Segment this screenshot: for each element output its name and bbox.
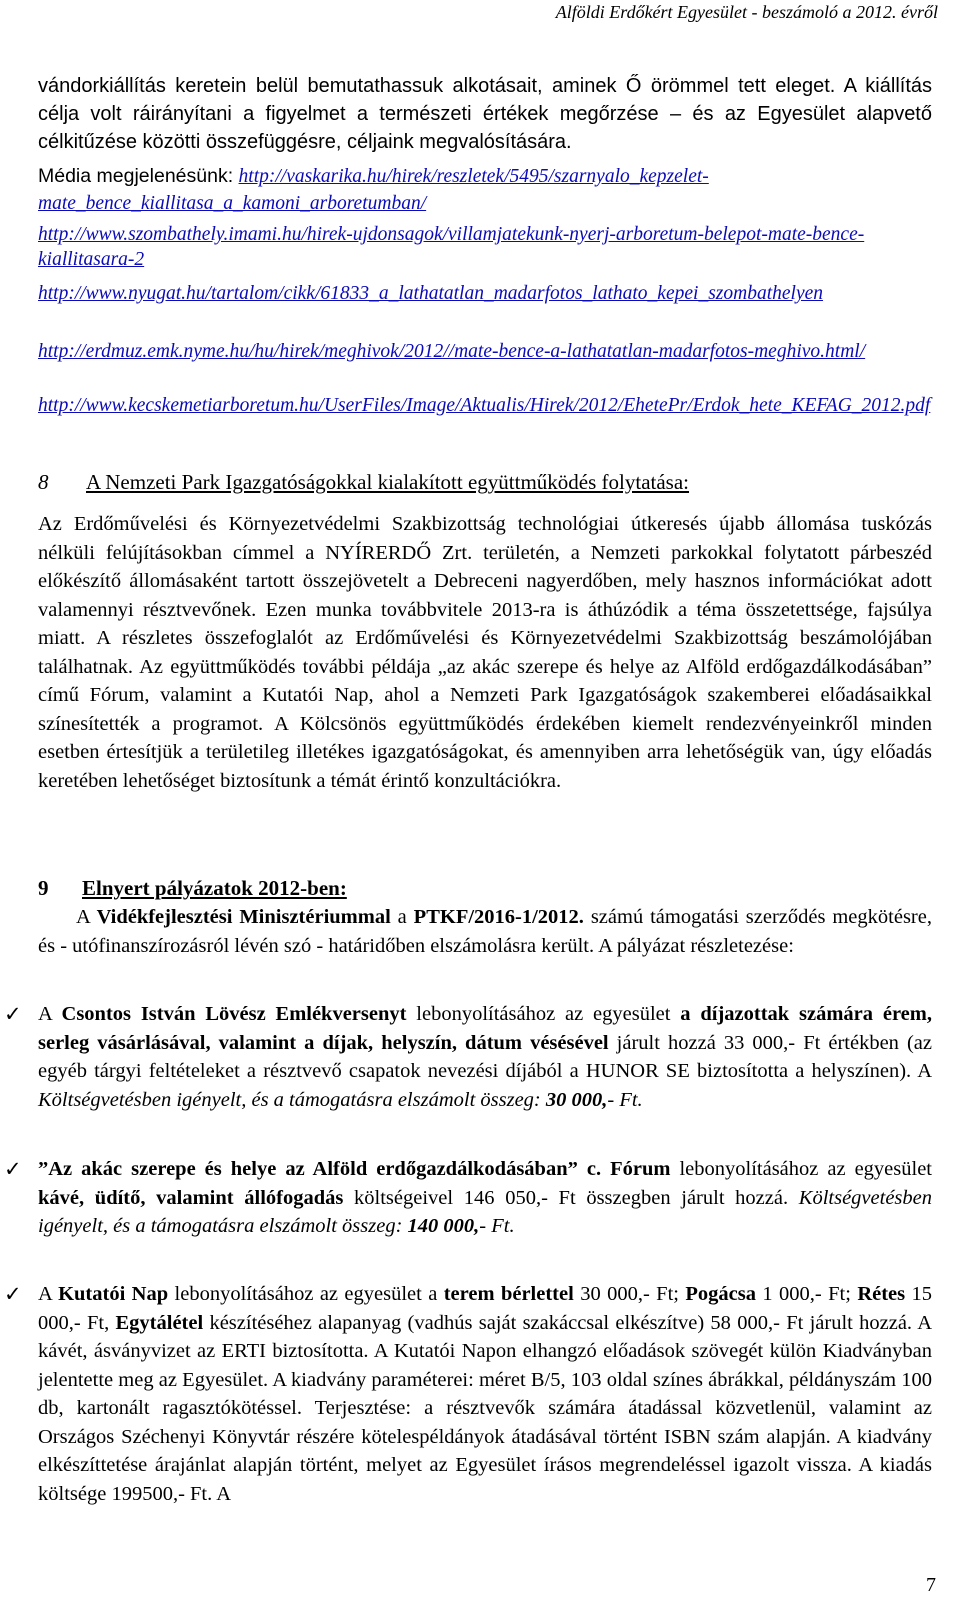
links-block [38, 393, 938, 418]
text-bold: Egytálétel [115, 1311, 204, 1334]
text: 30 000,- Ft; [573, 1283, 686, 1305]
text: készítéséhez alapanyag (vadhús saját szakáccsal elkészítve) 58 000,- Ft járult hozzá. A kávét, ásványvizet az ERTI biztosította. A Kutatói Napon elhangzó előadások szövegét külön Kiadványban jelentette meg az Egyesület. A kiadvány paraméterei: méret B/5, 103 oldal színes ábrákkal, példányszám 100 db, kartonált ragasztókötéssel. Terjesztése: a résztvevők számára átadással közvetlenül, valamint az Országos Széchenyi Könyvtár részére kötelespéldányok átadásával történt ISBN szám alapján. A kiadvány elkészíttetése árajánlat alapján történt, melyet az Egyesület írásos megrendeléssel igazolt vissza. A kiadás költsége 199500,- Ft. A [38, 1311, 932, 1505]
ministry: Vidékfejlesztési Minisztériummal [96, 906, 391, 928]
text: járult hozzá 33 000,- Ft értékben (az egyéb tárgyi feltételeket a résztvevő csapatok nevezési díjából a HUNOR SE biztosította a helyszínen). A [38, 1031, 933, 1082]
links-block [38, 222, 938, 272]
list-item [4, 1155, 932, 1241]
section-number: 9 [38, 876, 49, 900]
amount: 140 000, [407, 1215, 480, 1237]
page-number: 7 [926, 1574, 936, 1596]
text-bold: kávé, üdítő, valamint állófogadás [38, 1186, 344, 1209]
text-bold: Kutatói Nap [58, 1283, 169, 1305]
text: a [390, 906, 414, 928]
text-bold: a díjazottak számára érem, serleg vásárlásával, valamint a díjak, helyszín, dátum vésésével [38, 1003, 932, 1054]
section-8-body: Az Erdőművelési és Környezetvédelmi Szakbizottság technológiai útkeresés újabb állomása tuskózás nélküli felújításokban címmel a NYÍRERDŐ Zrt. területén, a Nemzeti parkokkal folytatott párbeszéd előkészítő állomásaként tartott összejövetelt a Debreceni nagyerdőben, mely hasznos információkat adott valamennyi résztvevőnek. Ezen munka továbbvitele 2013-ra is áthúzódik a téma összetettsége, fajsúlya miatt. A részletes összefoglalót az Erdőművelési és Környezetvédelmi Szakbizottság beszámolójában találhatnak. Az együttműködés további példája „az akác szerepe és helye az Alföld erdőgazdálkodásában” című Fórum, valamint a Kutatói Nap, ahol a Nemzeti Park Igazgatóságok szakemberei előadásaikkal színesítették a programot. A Kölcsönös együttműködés érdekében kiemelt rendezvényeinkről minden esetben értesítjük a területileg illetékes igazgatóságokat, és amennyiben arra lehetőségük van, úgy előadás keretében lehetőséget biztosítunk a témát érintő konzultációkra. [38, 513, 932, 792]
text: lebonyolításához az egyesület [670, 1158, 932, 1180]
text-italic: - Ft. [479, 1215, 515, 1237]
media-line [38, 163, 932, 217]
text-italic: Költségvetésben igényelt, és a támogatásra elszámolt összeg: [38, 1088, 546, 1111]
text: lebonyolításához az egyesület [406, 1003, 681, 1025]
intro-paragraph: vándorkiállítás keretein belül bemutathassuk alkotásait, aminek Ő örömmel tett eleget. A kiállítás célja volt ráirányítani a figyelmet a természeti értékek megőrzése – és az Egyesület alapvető célkitűzése közötti összefüggésre, céljaink megvalósítására. [38, 75, 932, 153]
text: A [38, 1003, 62, 1025]
text: A [38, 1283, 59, 1305]
page-header: Alföldi Erdőkért Egyesület - beszámoló a 2012. évről [555, 2, 938, 22]
text: költségeivel 146 050,- Ft összegben járult hozzá. [343, 1186, 799, 1209]
text-bold: Rétes [857, 1283, 906, 1305]
forum-title: ”Az akác szerepe és helye az Alföld erdőgazdálkodásában” c. Fórum [38, 1158, 671, 1180]
link-erdmuz[interactable]: http://erdmuz.emk.nyme.hu/hu/hirek/meghivok/2012//mate-bence-a-lathatatlan-madarfotos-meghivo.html/ [38, 341, 866, 362]
text-bold: terem bérlettel [443, 1283, 574, 1305]
contract-number: PTKF/2016-1/2012. [413, 906, 584, 928]
text-bold: Pogácsa [685, 1283, 756, 1305]
text: lebonyolításához az egyesület a [168, 1283, 444, 1305]
text: számú támogatási szerződés megkötésre, és - utófinanszírozásról lévén szó - határidőben elszámolásra került. A pályázat részletezése: [38, 906, 932, 957]
checkmark-icon: ✓ [4, 1157, 22, 1181]
text-italic: - Ft. [607, 1088, 643, 1111]
checkmark-icon: ✓ [4, 1002, 22, 1026]
text: 1 000,- Ft; [755, 1283, 858, 1305]
section-9-heading [38, 876, 347, 901]
checkmark-icon: ✓ [4, 1282, 22, 1306]
list-item [4, 1000, 933, 1114]
link-nyugat[interactable]: http://www.nyugat.hu/tartalom/cikk/61833_a_lathatatlan_madarfotos_lathato_kepei_szombathelyen [38, 283, 823, 304]
section-8-heading [38, 470, 689, 495]
text: A [76, 906, 97, 928]
section-9-body [38, 903, 932, 960]
link-vaskarika[interactable]: http://vaskarika.hu/hirek/reszletek/5495/szarnyalo_kepzelet-mate_bence_kiallitasa_a_kamoni_arboretumban/ [38, 166, 709, 214]
section-number: 8 [38, 470, 49, 494]
text-bold: Csontos István Lövész Emlékversenyt [61, 1003, 407, 1025]
links-block [38, 339, 938, 364]
amount: 30 000, [545, 1088, 608, 1111]
links-block [38, 281, 938, 306]
section-title: Elnyert pályázatok 2012-ben: [82, 876, 347, 900]
text-italic: Költségvetésben igényelt, és a támogatásra elszámolt összeg: [38, 1186, 932, 1237]
link-szombathely[interactable]: http://www.szombathely.imami.hu/hirek-ujdonsagok/villamjatekunk-nyerj-arboretum-belepot-mate-bence-kiallitasara-2 [38, 224, 865, 270]
section-title: A Nemzeti Park Igazgatóságokkal kialakított együttműködés folytatása: [86, 470, 690, 494]
text: 15 000,- Ft, [38, 1283, 933, 1334]
list-item [4, 1280, 933, 1508]
link-kecskemet[interactable]: http://www.kecskemetiarboretum.hu/UserFiles/Image/Aktualis/Hirek/2012/EhetePr/Erdok_hete_KEFAG_2012.pdf [38, 395, 931, 416]
media-label: Média megjelenésünk: [38, 165, 239, 187]
